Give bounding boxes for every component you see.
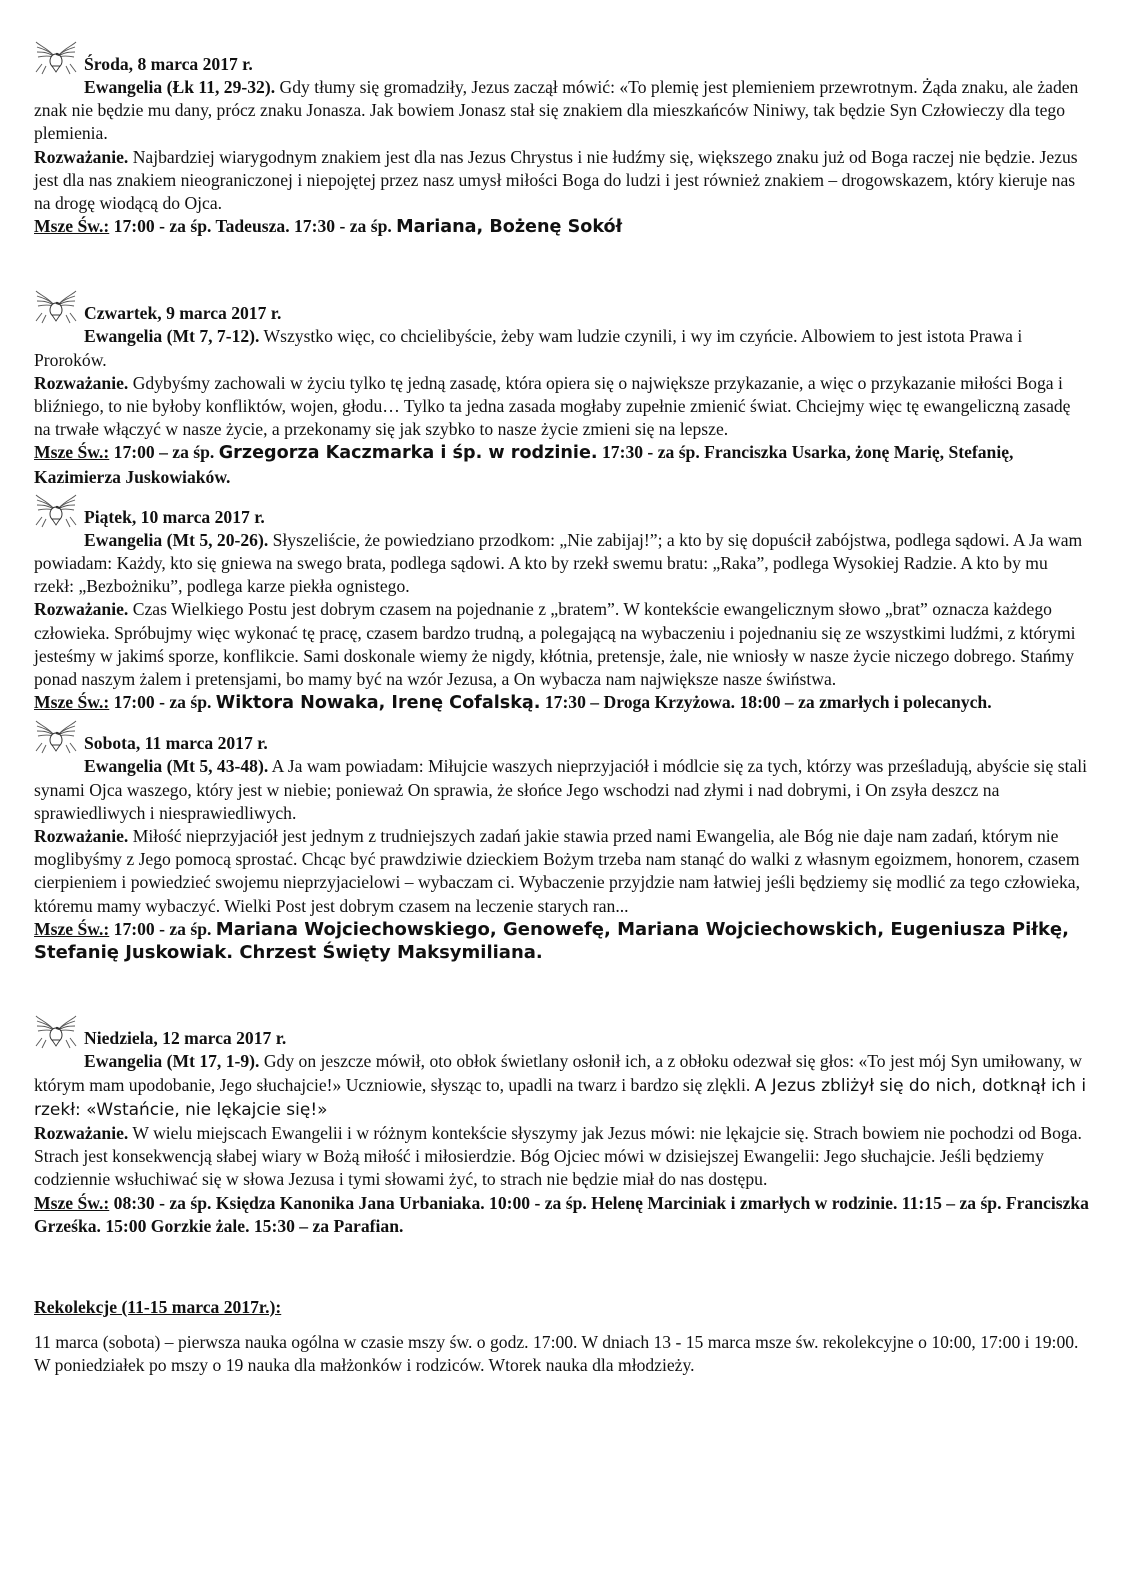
- day-header: [34, 1012, 1090, 1050]
- reflection-label: Rozważanie.: [34, 146, 129, 167]
- reflection-label: Rozważanie.: [34, 1122, 129, 1143]
- dove-icon: [34, 287, 78, 325]
- mass-intention-names: Mariana Wojciechowskiego, Genowefę, Mariana Wojciechowskich, Eugeniusza Piłkę, Stefanię Juskowiak. Chrzest Święty Maksymiliana.: [34, 918, 1069, 964]
- mass-intention-extra: 17:30 – Droga Krzyżowa. 18:00 – za zmarłych i polecanych.: [540, 692, 992, 713]
- day-header: [34, 38, 1090, 76]
- mass-intention-text: 17:00 - za śp. Tadeusza. 17:30 - za śp.: [109, 216, 397, 237]
- mass-label: Msze Św.:: [34, 1192, 110, 1213]
- mass-intention-text: 17:00 – za śp.: [109, 442, 219, 463]
- dove-icon: [34, 1012, 78, 1050]
- day-entry-sunday: [34, 1012, 1090, 1238]
- gospel-text: Wszystko więc, co chcielibyście, żeby wam ludzie czynili, i wy im czyńcie. Albowiem to jest istota Prawa i Proroków.: [34, 326, 1023, 370]
- day-entry-wednesday: [34, 38, 1090, 239]
- retreat-title: Rekolekcje (11-15 marca 2017r.):: [34, 1296, 282, 1317]
- reflection-paragraph: [34, 372, 1090, 442]
- reflection-text: Miłość nieprzyjaciół jest jednym z trudniejszych zadań jakie stawia przed nami Ewangelia, ale Bóg nie daje nam zadań, którym nie moglibyśmy z Jego pomocą sprostać. Chcąc być prawdziwie dzieckiem Bożym trzeba nam stanąć do walki z własnym egoizmem, honorem, czasem cierpieniem i powiedzieć swojemu nieprzyjacielowi – wybaczam ci. Wybaczenie przyjdzie nam łatwiej jeśli będziemy się modlić za tego człowieka, któremu mamy wybaczyć. Wielki Post jest dobrym czasem na leczenie starych ran...: [34, 826, 1080, 916]
- mass-intention-names: Wiktora Nowaka, Irenę Cofalską.: [215, 693, 541, 714]
- reflection-text: Czas Wielkiego Postu jest dobrym czasem na pojednanie z „bratem”. W kontekście ewangelicznym słowo „brat” oznacza każdego człowieka. Spróbujmy więc wykonać tę pracę, czasem bardzo trudną, a polegającą na wybaczeniu i pojednaniu się ze wszystkimi ludźmi, z którymi jesteśmy w jakimś sporze, konflikcie. Sami doskonale wiemy że nigdy, kłótnia, pretensje, żale, nie wniosły w nasze życie niczego dobrego. Stańmy ponad naszym żalem i pretensjami, bo mamy być na wzór Jezusa, a On wybacza nam największe nasze świństwa.: [34, 599, 1076, 690]
- gospel-reference: Ewangelia (Mt 7, 7-12).: [84, 326, 260, 347]
- gospel-text: Gdy tłumy się gromadziły, Jezus zaczął mówić: «To plemię jest plemieniem przewrotnym. Żąda znaku, ale żaden znak nie będzie mu dany, prócz znaku Jonasza. Jak bowiem Jonasz stał się znakiem dla mieszkańców Niniwy, tak będzie Syn Człowieczy dla tego plemienia.: [34, 77, 1079, 144]
- gospel-text: Gdy on jeszcze mówił, oto obłok świetlany osłonił ich, a z obłoku odezwał się głos: «To jest mój Syn umiłowany, w którym mam upodobanie, Jego słuchajcie!» Uczniowie, słysząc to, upadli na twarz i bardzo się zlękli.: [34, 1051, 1082, 1095]
- day-header: [34, 287, 1090, 325]
- gospel-text: A Ja wam powiadam: Miłujcie waszych nieprzyjaciół i módlcie się za tych, którzy was prześladują, abyście się stali synami Ojca waszego, który jest w niebie; ponieważ On sprawia, że słońce Jego wschodzi nad złymi i nad dobrymi, i On zsyła deszcz na sprawiedliwych i niesprawiedliwych.: [34, 756, 1088, 823]
- day-entry-thursday: [34, 287, 1090, 488]
- mass-label: Msze Św.:: [34, 918, 110, 939]
- retreat-section: [34, 1296, 1090, 1378]
- reflection-text: W wielu miejscach Ewangelii i w różnym kontekście słyszymy jak Jezus mówi: nie lękajcie się. Strach bowiem nie pochodzi od Boga. Strach jest konsekwencją słabej wiary w Bożą miłość i miłosierdzie. Bóg Ojciec mówi w dzisiejszej Ewangelii: Jego słuchajcie. Jeśli będziemy codziennie wsłuchiwać się w słowa Jezusa i tymi słowami żyć, to strach nie będzie miał do nas dostępu.: [34, 1122, 1082, 1190]
- reflection-text: Gdybyśmy zachowali w życiu tylko tę jedną zasadę, która opiera się o największe przykazanie, a więc o przykazanie miłości Boga i bliźniego, to nie byłoby konfliktów, wojen, głodu… Tylko ta jedna zasada mogłaby zupełnie zmienić świat. Chciejmy więc tę ewangeliczną zasadę na trwałe włączyć w nasze życie, a przekonamy się jak szybko to nasze życie zmieni się na lepsze.: [34, 372, 1071, 440]
- mass-intention-text: 17:00 - za śp.: [109, 918, 216, 939]
- gospel-text-continued: A Jezus zbliżył się do nich, dotknął ich i rzekł: «Wstańcie, nie lękajcie się!»: [34, 1075, 1087, 1120]
- gospel-paragraph: [34, 755, 1090, 825]
- mass-intentions: [34, 1192, 1090, 1238]
- reflection-label: Rozważanie.: [34, 372, 129, 393]
- day-header: [34, 491, 1090, 529]
- mass-intentions: [34, 441, 1090, 488]
- day-header: [34, 717, 1090, 755]
- mass-intentions: [34, 215, 1090, 239]
- day-entry-friday: [34, 491, 1090, 716]
- reflection-label: Rozważanie.: [34, 599, 129, 620]
- mass-intentions: [34, 691, 1090, 715]
- gospel-reference: Ewangelia (Łk 11, 29-32).: [84, 77, 276, 97]
- reflection-paragraph: [34, 598, 1090, 691]
- gospel-reference: Ewangelia (Mt 17, 1-9).: [84, 1051, 260, 1072]
- reflection-text: Najbardziej wiarygodnym znakiem jest dla nas Jezus Chrystus i nie łudźmy się, większego znaku już od Boga raczej nie będzie. Jezus jest dla nas znakiem nieograniczonej i niepojętej przez nasz umysł miłości Boga do ludzi i jest również znakiem – drogowskazem, który kieruje nas na drogę wiodącą do Ojca.: [34, 146, 1078, 214]
- mass-intention-extra: 17:30 - za śp. Franciszka Usarka, żonę Marię, Stefanię, Kazimierza Juskowiaków.: [34, 442, 1014, 487]
- mass-intention-text: 17:00 - za śp.: [109, 692, 216, 713]
- dove-icon: [34, 717, 78, 755]
- dove-icon: [34, 38, 78, 76]
- reflection-paragraph: [34, 1122, 1090, 1192]
- day-entry-saturday: [34, 717, 1090, 964]
- day-title: Piątek, 10 marca 2017 r.: [84, 506, 265, 527]
- gospel-text: Słyszeliście, że powiedziano przodkom: „Nie zabijaj!”; a kto by się dopuścił zabójstwa, podlega sądowi. A Ja wam powiadam: Każdy, kto się gniewa na swego brata, podlega sądowi. A kto by rzekł swemu bratu: „Raka”, podlega Wysokiej Radzie. A kto by mu rzekł: „Bezbożniku”, podlega karze piekła ognistego.: [34, 529, 1083, 597]
- day-title: Czwartek, 9 marca 2017 r.: [84, 303, 282, 324]
- retreat-body: 11 marca (sobota) – pierwsza nauka ogólna w czasie mszy św. o godz. 17:00. W dniach 13 - 15 marca msze św. rekolekcyjne o 10:00, 17:00 i 19:00. W poniedziałek po mszy o 19 nauka dla małżonków i rodziców. Wtorek nauka dla młodzieży.: [34, 1332, 1079, 1376]
- gospel-paragraph: [34, 76, 1090, 146]
- day-title: Niedziela, 12 marca 2017 r.: [84, 1028, 287, 1049]
- mass-intention-names: Mariana, Bożenę Sokół: [396, 217, 623, 238]
- mass-label: Msze Św.:: [34, 692, 110, 713]
- reflection-paragraph: [34, 146, 1090, 216]
- gospel-paragraph: [34, 325, 1090, 371]
- day-title: Środa, 8 marca 2017 r.: [84, 53, 253, 74]
- mass-label: Msze Św.:: [34, 216, 110, 237]
- gospel-paragraph: [34, 1050, 1090, 1122]
- mass-intention-text: 08:30 - za śp. Księdza Kanonika Jana Urbaniaka. 10:00 - za śp. Helenę Marciniak i zmarłych w rodzinie. 11:15 – za śp. Franciszka Grześka. 15:00 Gorzkie żale. 15:30 – za Parafian.: [34, 1192, 1089, 1236]
- reflection-label: Rozważanie.: [34, 826, 129, 847]
- mass-label: Msze Św.:: [34, 442, 110, 463]
- mass-intention-names: Grzegorza Kaczmarka i śp. w rodzinie.: [218, 443, 598, 464]
- mass-intentions: [34, 918, 1090, 964]
- gospel-reference: Ewangelia (Mt 5, 20-26).: [84, 529, 269, 550]
- reflection-paragraph: [34, 825, 1090, 918]
- announcements-page: [34, 38, 1090, 1378]
- gospel-reference: Ewangelia (Mt 5, 43-48).: [84, 756, 269, 777]
- dove-icon: [34, 491, 78, 529]
- gospel-paragraph: [34, 529, 1090, 599]
- day-title: Sobota, 11 marca 2017 r.: [84, 733, 268, 754]
